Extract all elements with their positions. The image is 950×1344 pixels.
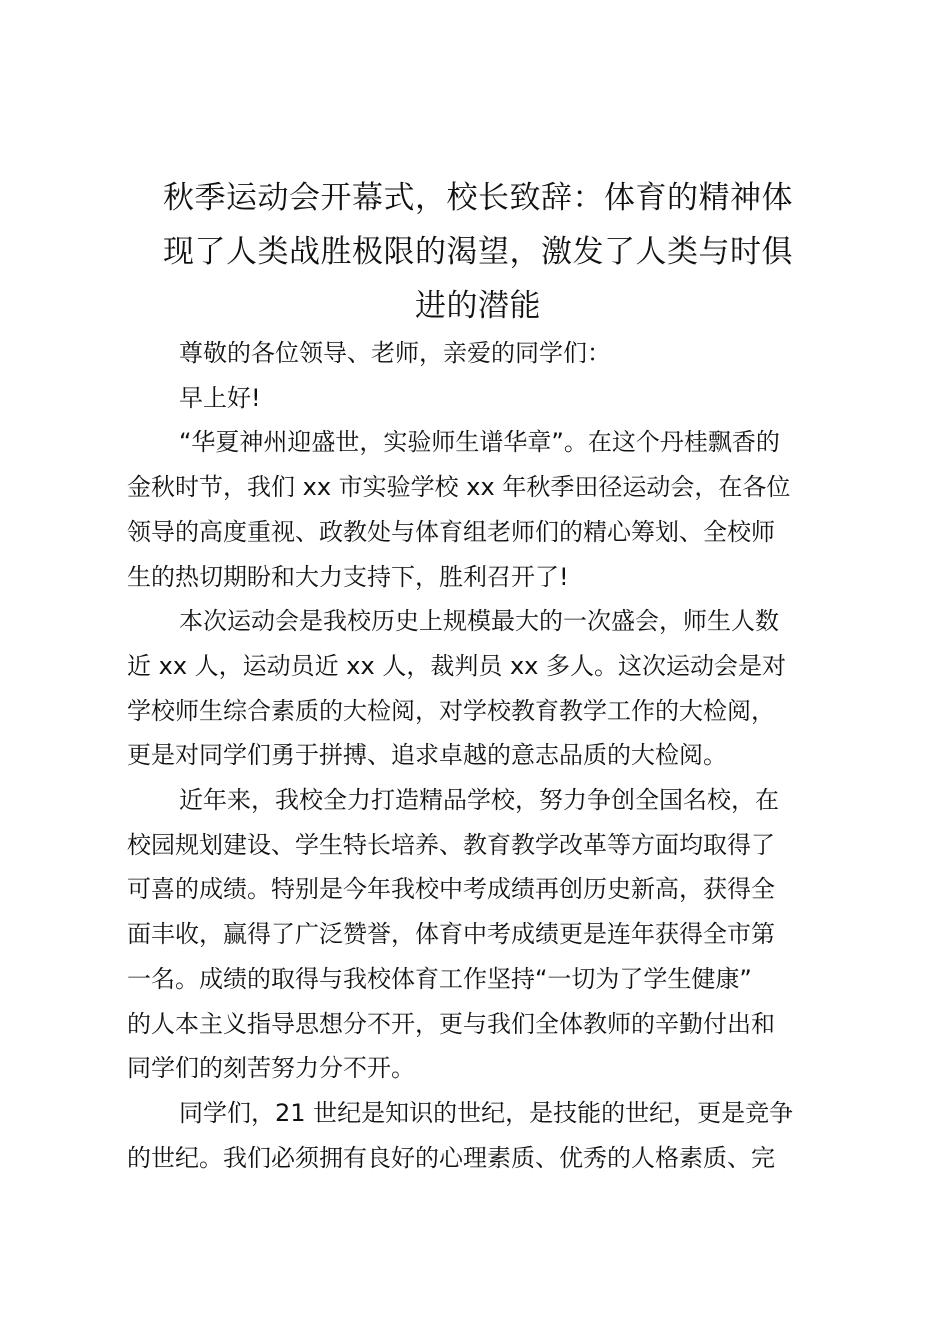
body-paragraph: [127, 420, 837, 599]
text-line: 的世纪。我们必须拥有良好的心理素质、优秀的人格素质、完: [127, 1143, 775, 1172]
text-line: 尊敬的各位领导、老师，亲爱的同学们：: [179, 339, 611, 367]
greeting-paragraph: [127, 331, 837, 376]
text-line: 面丰收，赢得了广泛赞誉，体育中考成绩更是连年获得全市第: [127, 920, 775, 949]
body-paragraph: [127, 1091, 837, 1180]
text-line: 生的热切期盼和大力支持下，胜利召开了!: [127, 562, 569, 591]
document-body: [127, 331, 837, 1180]
text-line: 校园规划建设、学生特长培养、教育教学改革等方面均取得了: [127, 830, 775, 859]
text-line: 本次运动会是我校历史上规模最大的一次盛会，师生人数: [179, 607, 779, 636]
body-paragraph: [127, 599, 837, 778]
document-title: [118, 171, 838, 333]
text-line: 的人本主义指导思想分不开，更与我们全体教师的辛勤付出和: [127, 1009, 775, 1038]
text-line: 同学们的刻苦努力分不开。: [127, 1054, 415, 1083]
text-line: 一名。成绩的取得与我校体育工作坚持“一切为了学生健康”: [127, 964, 752, 993]
text-line: 早上好!: [179, 383, 261, 412]
text-line: 近 xx 人，运动员近 xx 人，裁判员 xx 多人。这次运动会是对: [127, 651, 786, 680]
morning-greeting-paragraph: [127, 376, 837, 421]
title-line: 现了人类战胜极限的渴望，激发了人类与时俱: [163, 234, 793, 270]
text-line: 金秋时节，我们 xx 市实验学校 xx 年秋季田径运动会，在各位: [127, 473, 791, 502]
text-line: 学校师生综合素质的大检阅，对学校教育教学工作的大检阅，: [127, 696, 775, 725]
text-line: “华夏神州迎盛世，实验师生谱华章”。在这个丹桂飘香的: [179, 428, 780, 457]
text-line: 可喜的成绩。特别是今年我校中考成绩再创历史新高，获得全: [127, 875, 775, 904]
text-line: 同学们，21 世纪是知识的世纪，是技能的世纪，更是竞争: [179, 1098, 794, 1127]
title-line: 秋季运动会开幕式，校长致辞：体育的精神体: [163, 180, 793, 216]
text-line: 更是对同学们勇于拼搏、追求卓越的意志品质的大检阅。: [127, 741, 727, 770]
text-line: 近年来，我校全力打造精品学校，努力争创全国名校，在: [179, 786, 779, 815]
body-paragraph: [127, 778, 837, 1091]
text-line: 领导的高度重视、政教处与体育组老师们的精心筹划、全校师: [127, 517, 775, 546]
title-line: 进的潜能: [415, 288, 541, 324]
